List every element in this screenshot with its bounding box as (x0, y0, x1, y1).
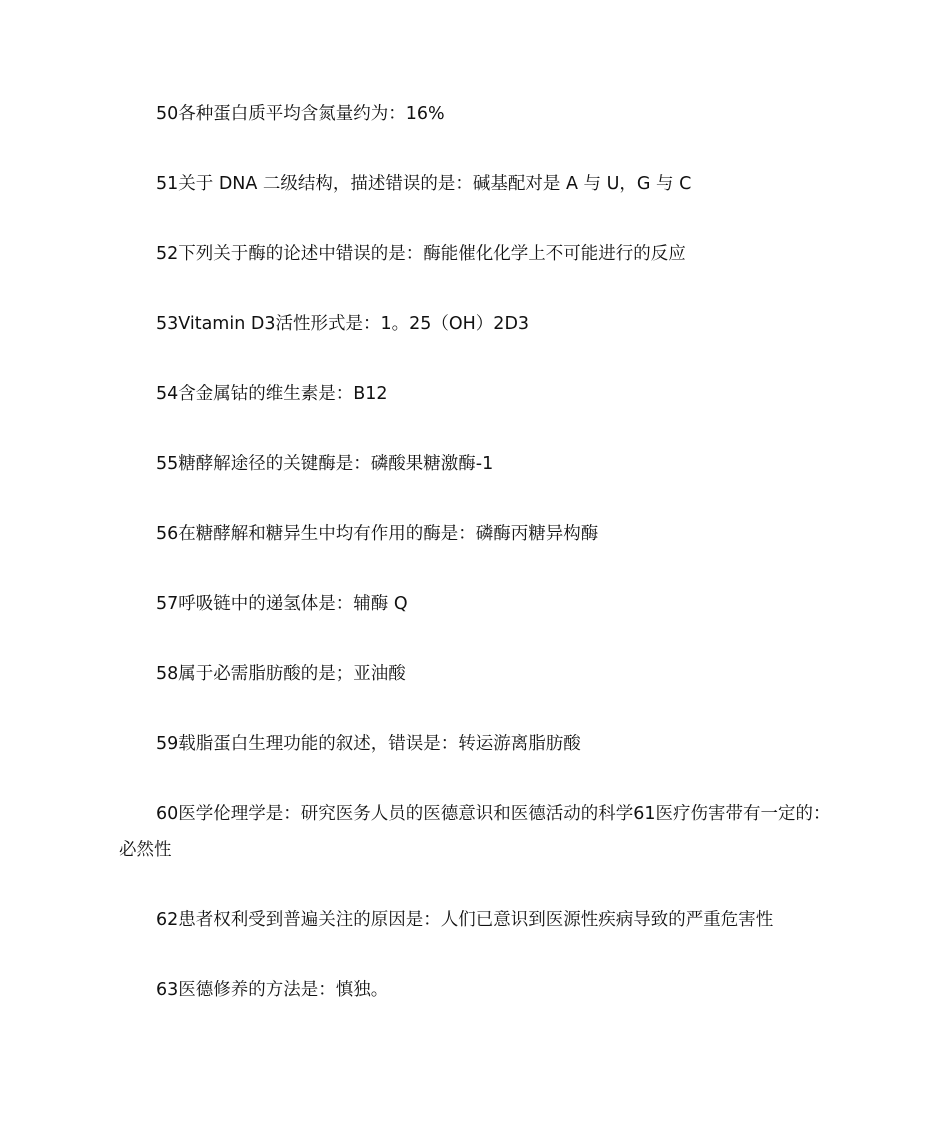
paragraph-51: 51关于 DNA 二级结构，描述错误的是：碱基配对是 A 与 U，G 与 C (156, 174, 692, 194)
paragraph-54: 54含金属钴的维生素是：B12 (156, 384, 388, 404)
paragraph-52: 52下列关于酶的论述中错误的是：酶能催化化学上不可能进行的反应 (156, 244, 686, 264)
document-body (119, 96, 831, 1042)
paragraph-63: 63医德修养的方法是：慎独。 (156, 980, 389, 1000)
paragraph-53: 53Vitamin D3活性形式是：1。25（OH）2D3 (156, 314, 530, 334)
paragraph-57: 57呼吸链中的递氢体是：辅酶 Q (156, 594, 408, 614)
paragraph-60: 60医学伦理学是：研究医务人员的医德意识和医德活动的科学61医疗伤害带有一定的：必然性 (119, 804, 831, 860)
paragraph-62: 62患者权利受到普遍关注的原因是：人们已意识到医源性疾病导致的严重危害性 (156, 910, 774, 930)
paragraph-55: 55糖酵解途径的关键酶是：磷酸果糖激酶-1 (156, 454, 494, 474)
paragraph-56: 56在糖酵解和糖异生中均有作用的酶是：磷酶丙糖异构酶 (156, 524, 599, 544)
paragraph-58: 58属于必需脂肪酸的是；亚油酸 (156, 664, 406, 684)
paragraph-59: 59载脂蛋白生理功能的叙述，错误是：转运游离脂肪酸 (156, 734, 581, 754)
paragraph-50: 50各种蛋白质平均含氮量约为：16% (156, 104, 445, 124)
